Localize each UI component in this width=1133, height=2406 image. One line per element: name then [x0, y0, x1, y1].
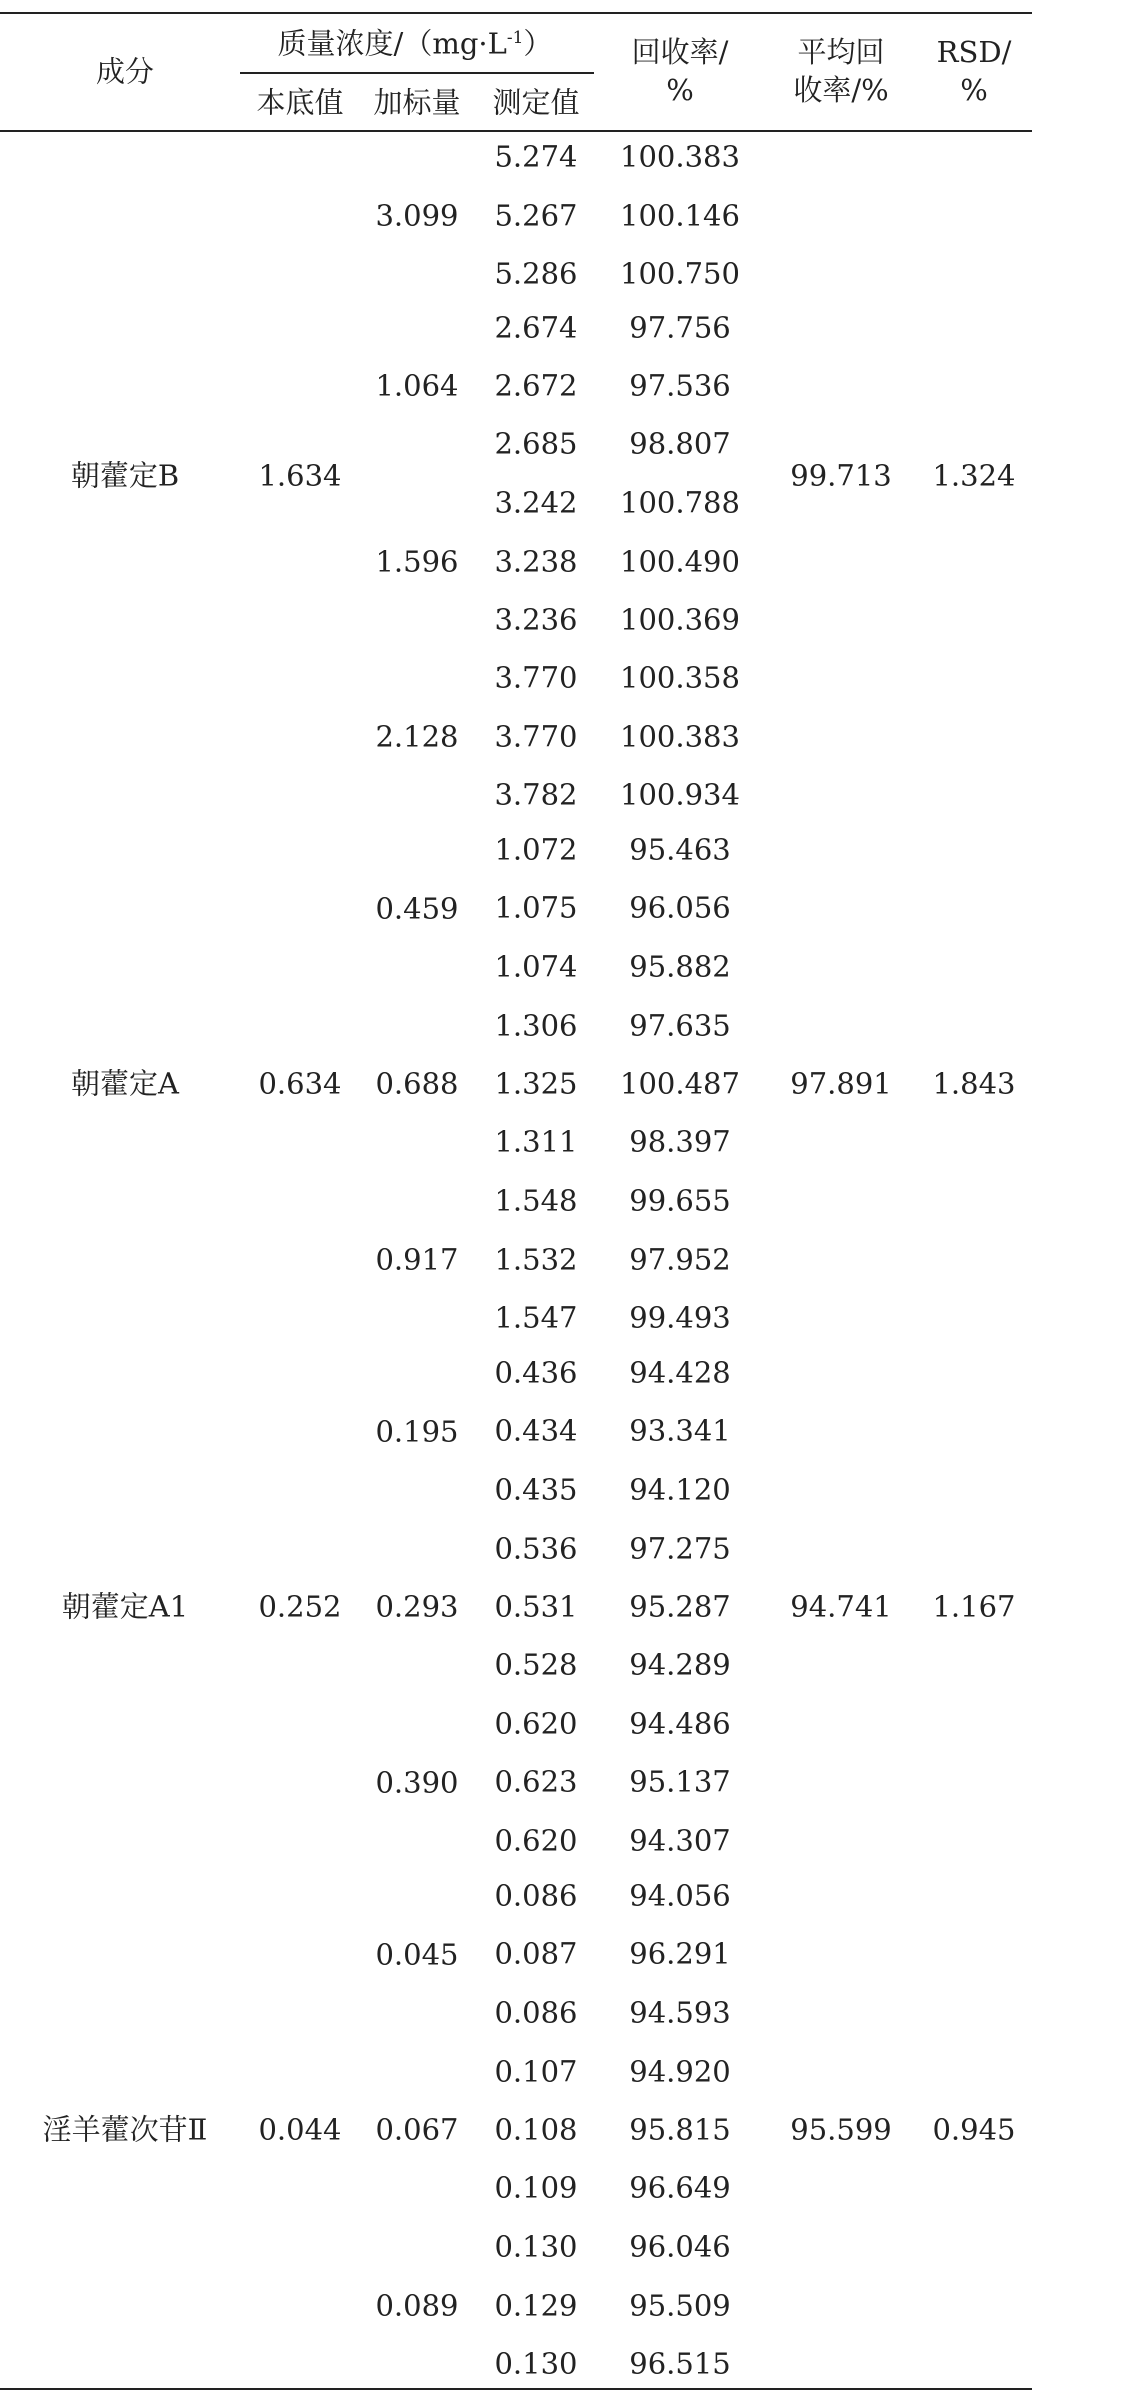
background-value: 1.634	[258, 458, 342, 493]
header-mass-concentration-text: 质量浓度/（mg·L	[277, 26, 507, 61]
recovery-value: 94.593	[629, 1995, 731, 2030]
component-name: 淫羊藿次苷Ⅱ	[42, 2112, 208, 2147]
header-bottom-rule	[0, 130, 1032, 132]
measured-value: 3.770	[494, 719, 578, 754]
recovery-value: 100.383	[620, 139, 740, 174]
measured-value: 0.435	[494, 1472, 578, 1507]
added-value: 0.390	[375, 1765, 459, 1799]
measured-value: 0.129	[494, 2288, 578, 2323]
avg-recovery-value: 97.891	[790, 1066, 892, 1101]
recovery-value: 100.490	[620, 544, 740, 579]
recovery-value: 97.536	[629, 368, 731, 403]
measured-value: 0.536	[494, 1531, 578, 1566]
measured-value: 0.130	[494, 2229, 578, 2264]
recovery-value: 95.463	[629, 832, 731, 867]
measured-value: 0.620	[494, 1823, 578, 1858]
header-measured: 测定值	[492, 85, 580, 120]
recovery-value: 95.815	[629, 2112, 731, 2147]
header-unit-close: ）	[523, 26, 553, 61]
component-name: 朝藿定B	[70, 458, 180, 493]
recovery-value: 97.275	[629, 1531, 731, 1566]
rsd-value: 0.945	[932, 2112, 1016, 2147]
added-value: 0.459	[375, 891, 459, 925]
measured-value: 0.086	[494, 1995, 578, 2030]
measured-value: 0.087	[494, 1936, 578, 1971]
header-avg-recovery-line2: 收率/%	[793, 73, 889, 107]
recovery-value: 94.307	[629, 1823, 731, 1858]
recovery-value: 94.428	[629, 1355, 731, 1390]
measured-value: 1.547	[494, 1300, 578, 1335]
recovery-value: 94.486	[629, 1706, 731, 1741]
added-value: 1.596	[375, 544, 459, 578]
measured-value: 0.086	[494, 1878, 578, 1913]
header-avg-recovery	[793, 33, 888, 109]
measured-value: 2.685	[494, 426, 578, 461]
recovery-value: 97.756	[629, 310, 731, 345]
recovery-value: 97.635	[629, 1008, 731, 1043]
recovery-value: 94.056	[629, 1878, 731, 1913]
measured-value: 3.236	[494, 602, 578, 637]
measured-value: 1.072	[494, 832, 578, 867]
header-rsd-line1: RSD/	[936, 35, 1012, 69]
recovery-value: 99.655	[629, 1183, 731, 1218]
measured-value: 1.075	[494, 890, 578, 925]
added-value: 1.064	[375, 368, 459, 403]
component-name: 朝藿定A1	[61, 1589, 189, 1624]
header-rsd	[937, 33, 1012, 109]
measured-value: 1.325	[494, 1066, 578, 1101]
rsd-value: 1.167	[932, 1589, 1016, 1624]
measured-value: 0.130	[494, 2346, 578, 2381]
recovery-value: 100.788	[620, 485, 740, 520]
measured-value: 1.306	[494, 1008, 578, 1043]
header-recovery-line2: %	[666, 73, 694, 107]
header-mass-concentration	[277, 26, 553, 61]
recovery-value: 95.287	[629, 1589, 731, 1624]
added-value: 0.045	[375, 1937, 459, 1971]
avg-recovery-value: 95.599	[790, 2112, 892, 2147]
recovery-value: 100.358	[620, 660, 740, 695]
measured-value: 5.267	[494, 198, 578, 233]
avg-recovery-value: 99.713	[790, 458, 892, 493]
measured-value: 1.074	[494, 949, 578, 984]
recovery-value: 93.341	[629, 1413, 731, 1448]
header-recovery-line1: 回收率/	[631, 35, 729, 69]
measured-value: 1.548	[494, 1183, 578, 1218]
recovery-value: 98.807	[629, 426, 731, 461]
measured-value: 3.238	[494, 544, 578, 579]
recovery-value: 97.952	[629, 1242, 731, 1277]
measured-value: 0.109	[494, 2170, 578, 2205]
header-added: 加标量	[373, 85, 461, 120]
header-rsd-line2: %	[960, 73, 988, 107]
recovery-value: 100.369	[620, 602, 740, 637]
recovery-value: 98.397	[629, 1124, 731, 1159]
measured-value: 0.528	[494, 1647, 578, 1682]
rsd-value: 1.324	[932, 458, 1016, 493]
added-value: 0.917	[375, 1242, 459, 1276]
header-background: 本底值	[256, 85, 344, 120]
recovery-value: 100.487	[620, 1066, 740, 1101]
measured-value: 0.620	[494, 1706, 578, 1741]
background-value: 0.634	[258, 1066, 342, 1101]
recovery-value: 94.289	[629, 1647, 731, 1682]
rsd-value: 1.843	[932, 1066, 1016, 1101]
measured-value: 0.108	[494, 2112, 578, 2147]
background-value: 0.252	[258, 1589, 342, 1624]
recovery-value: 94.920	[629, 2054, 731, 2089]
header-component: 成分	[95, 54, 155, 89]
recovery-value: 96.056	[629, 890, 731, 925]
measured-value: 5.274	[494, 139, 578, 174]
avg-recovery-value: 94.741	[790, 1589, 892, 1624]
measured-value: 0.623	[494, 1764, 578, 1799]
measured-value: 1.311	[494, 1124, 578, 1159]
measured-value: 0.107	[494, 2054, 578, 2089]
recovery-value: 99.493	[629, 1300, 731, 1335]
recovery-value: 96.046	[629, 2229, 731, 2264]
recovery-value: 96.649	[629, 2170, 731, 2205]
added-value: 0.067	[375, 2112, 459, 2147]
added-value: 0.293	[375, 1589, 459, 1624]
recovery-value: 100.383	[620, 719, 740, 754]
recovery-value: 94.120	[629, 1472, 731, 1507]
recovery-value: 100.146	[620, 198, 740, 233]
header-avg-recovery-line1: 平均回	[797, 35, 885, 69]
recovery-value: 95.137	[629, 1764, 731, 1799]
added-value: 3.099	[375, 198, 459, 232]
recovery-value: 100.750	[620, 256, 740, 291]
measured-value: 2.674	[494, 310, 578, 345]
recovery-value: 95.509	[629, 2288, 731, 2323]
header-unit-superscript: -1	[506, 27, 524, 48]
measured-value: 3.782	[494, 777, 578, 812]
measured-value: 3.770	[494, 660, 578, 695]
added-value: 0.688	[375, 1066, 459, 1101]
added-value: 2.128	[375, 719, 459, 753]
measured-value: 1.532	[494, 1242, 578, 1277]
measured-value: 5.286	[494, 256, 578, 291]
sub-header-rule	[240, 72, 594, 74]
component-name: 朝藿定A	[71, 1066, 179, 1101]
measured-value: 3.242	[494, 485, 578, 520]
header-recovery	[632, 33, 729, 109]
recovery-value: 95.882	[629, 949, 731, 984]
top-rule	[0, 12, 1032, 14]
measured-value: 0.436	[494, 1355, 578, 1390]
background-value: 0.044	[258, 2112, 342, 2147]
measured-value: 2.672	[494, 368, 578, 403]
added-value: 0.195	[375, 1414, 459, 1448]
added-value: 0.089	[375, 2288, 459, 2322]
recovery-value: 96.515	[629, 2346, 731, 2381]
recovery-value: 96.291	[629, 1936, 731, 1971]
measured-value: 0.531	[494, 1589, 578, 1624]
bottom-rule	[0, 2388, 1032, 2390]
measured-value: 0.434	[494, 1413, 578, 1448]
recovery-value: 100.934	[620, 777, 740, 812]
